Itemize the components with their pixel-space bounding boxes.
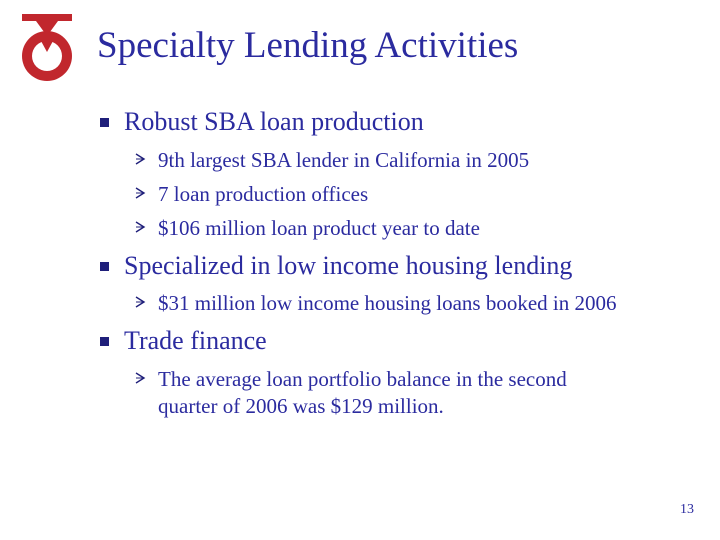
arrow-bullet-icon [133, 152, 147, 166]
bullet-item [124, 326, 267, 356]
sub-bullet-text: $106 million loan product year to date [158, 216, 480, 240]
sub-bullet-item [158, 147, 529, 174]
sub-bullet-item [158, 366, 567, 421]
sub-bullet-text-line-2: quarter of 2006 was $129 million. [158, 394, 444, 419]
slide-title: Specialty Lending Activities [97, 25, 519, 66]
page-number: 13 [680, 502, 694, 517]
sub-bullet-text-line-1: The average loan portfolio balance in the second [158, 367, 567, 391]
bullet-text: Trade finance [124, 326, 267, 355]
square-bullet-icon [100, 337, 109, 346]
bank-logo-icon [14, 10, 80, 86]
sub-bullet-item [158, 290, 616, 317]
arrow-bullet-icon [133, 220, 147, 234]
sub-bullet-text: $31 million low income housing loans booked in 2006 [158, 291, 617, 315]
arrow-bullet-icon [133, 186, 147, 200]
sub-bullet-item [158, 215, 480, 242]
sub-bullet-item [158, 181, 368, 208]
arrow-bullet-icon [133, 295, 147, 309]
sub-bullet-text: 9th largest SBA lender in California in 2005 [158, 148, 530, 172]
bullet-item [124, 107, 424, 137]
square-bullet-icon [100, 118, 109, 127]
bullet-text: Specialized in low income housing lending [124, 251, 573, 280]
bullet-text: Robust SBA loan production [124, 107, 424, 136]
sub-bullet-text: 7 loan production offices [158, 182, 369, 206]
bullet-item [124, 251, 572, 281]
arrow-bullet-icon [133, 371, 147, 385]
square-bullet-icon [100, 262, 109, 271]
